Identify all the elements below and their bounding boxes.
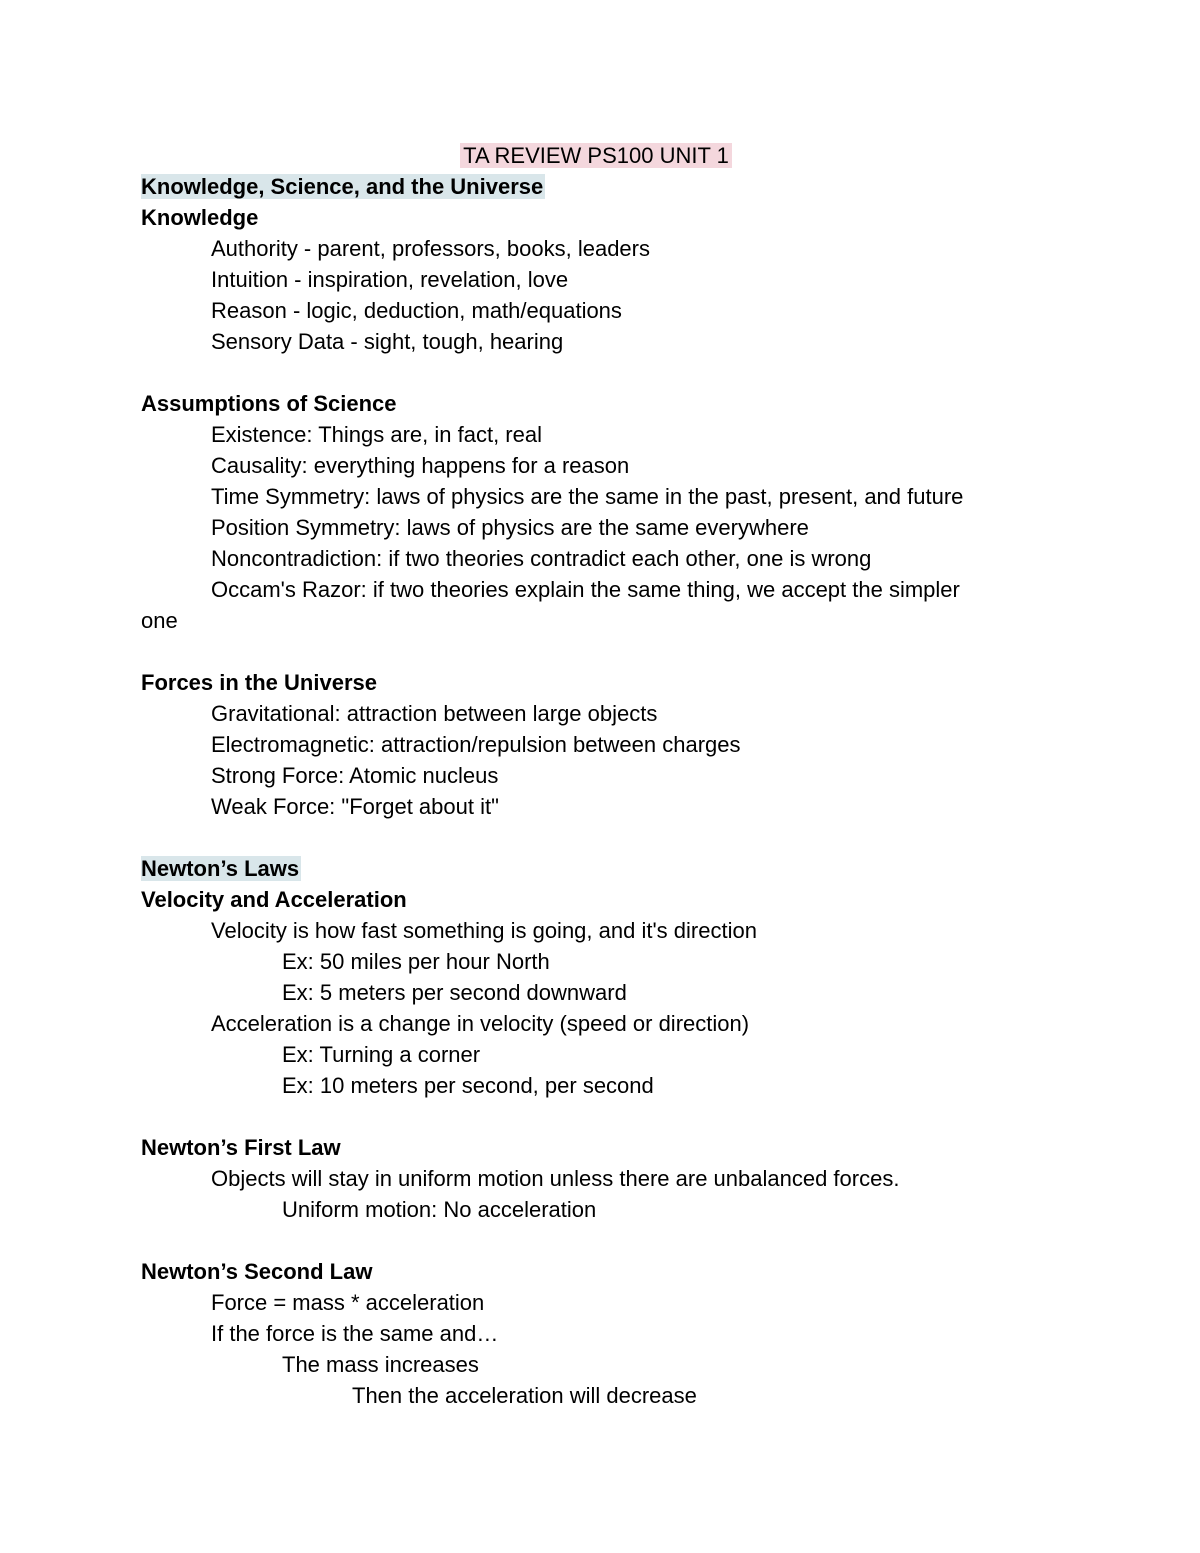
list-item: Gravitational: attraction between large objects — [211, 701, 658, 726]
section-heading-text: Knowledge, Science, and the Universe — [141, 174, 544, 199]
list-item: Uniform motion: No acceleration — [282, 1197, 597, 1222]
list-item: Electromagnetic: attraction/repulsion between charges — [211, 732, 741, 757]
list-item: Position Symmetry: laws of physics are the same everywhere — [211, 515, 809, 540]
spacer — [141, 636, 1031, 667]
subheading-velocity-acceleration: Velocity and Acceleration — [141, 887, 407, 912]
list-item: Causality: everything happens for a reason — [211, 453, 630, 478]
list-item: Then the acceleration will decrease — [352, 1383, 697, 1408]
list-item: Sensory Data - sight, tough, hearing — [211, 329, 564, 354]
list-item: Velocity is how fast something is going, and it's direction — [211, 918, 757, 943]
spacer — [141, 1225, 1031, 1256]
list-item: Weak Force: "Forget about it" — [211, 794, 499, 819]
document-title: TA REVIEW PS100 UNIT 1 — [460, 143, 732, 168]
section-heading-newtons-laws — [141, 853, 1031, 884]
list-item: The mass increases — [282, 1352, 479, 1377]
list-item: Strong Force: Atomic nucleus — [211, 763, 499, 788]
list-item: Occam's Razor: if two theories explain the same thing, we accept the simpler — [211, 577, 960, 602]
list-item: Force = mass * acceleration — [211, 1290, 485, 1315]
subheading-forces: Forces in the Universe — [141, 670, 377, 695]
spacer — [141, 1101, 1031, 1132]
list-item: Ex: 5 meters per second downward — [282, 980, 627, 1005]
spacer — [141, 357, 1031, 388]
list-item: Ex: 50 miles per hour North — [282, 949, 550, 974]
list-item: Acceleration is a change in velocity (speed or direction) — [211, 1011, 750, 1036]
section-heading-knowledge-science-universe — [141, 171, 1031, 202]
list-item: Ex: Turning a corner — [282, 1042, 481, 1067]
list-item: Noncontradiction: if two theories contradict each other, one is wrong — [211, 546, 872, 571]
document-page — [141, 140, 1031, 1411]
list-item-wrap: one — [141, 608, 178, 633]
spacer — [141, 822, 1031, 853]
subheading-first-law: Newton’s First Law — [141, 1135, 341, 1160]
list-item: Time Symmetry: laws of physics are the same in the past, present, and future — [211, 484, 964, 509]
list-item: If the force is the same and… — [211, 1321, 499, 1346]
subheading-knowledge: Knowledge — [141, 205, 259, 230]
list-item: Reason - logic, deduction, math/equations — [211, 298, 622, 323]
subheading-second-law: Newton’s Second Law — [141, 1259, 373, 1284]
list-item: Authority - parent, professors, books, leaders — [211, 236, 650, 261]
section-heading-text: Newton’s Laws — [141, 856, 300, 881]
list-item: Existence: Things are, in fact, real — [211, 422, 542, 447]
subheading-assumptions: Assumptions of Science — [141, 391, 397, 416]
list-item: Objects will stay in uniform motion unless there are unbalanced forces. — [211, 1166, 900, 1191]
list-item: Intuition - inspiration, revelation, love — [211, 267, 569, 292]
list-item: Ex: 10 meters per second, per second — [282, 1073, 654, 1098]
title-row — [141, 140, 1031, 171]
